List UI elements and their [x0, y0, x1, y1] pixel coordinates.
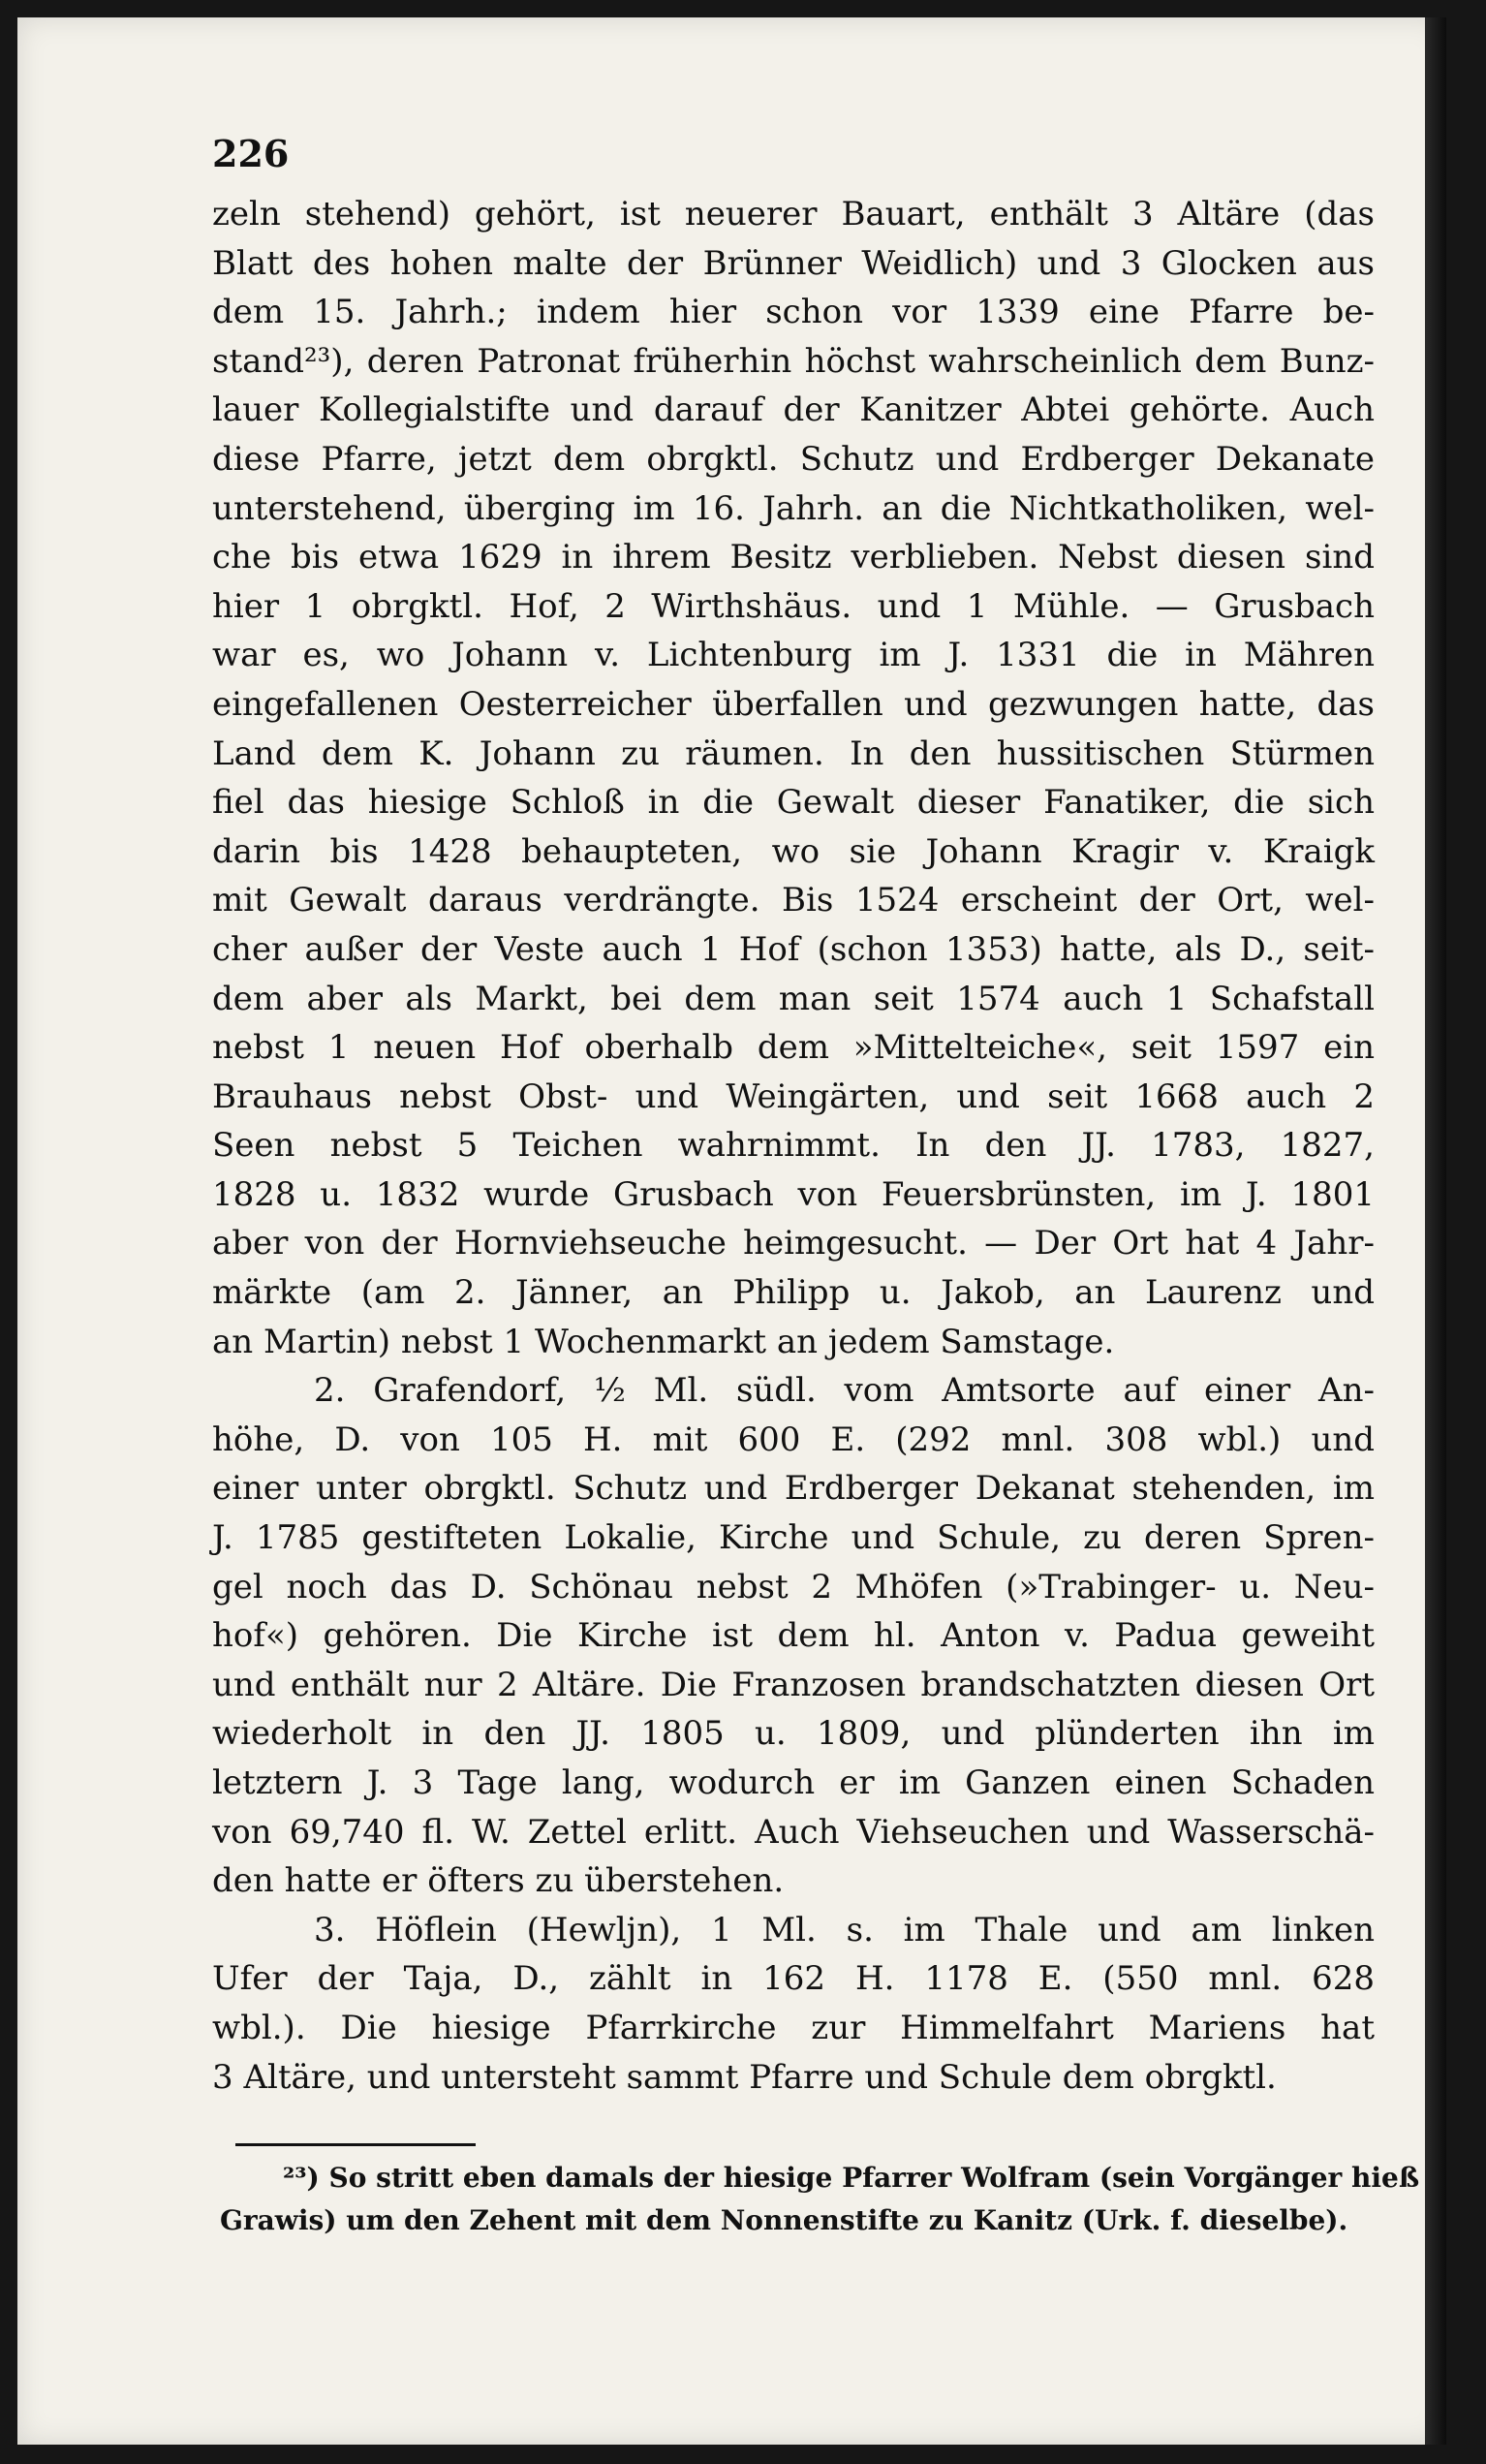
text-line: 2. Grafendorf, ½ Ml. südl. vom Amtsorte auf einer An- — [314, 1371, 1375, 1411]
text-line: an Martin) nebst 1 Wochenmarkt an jedem Samstage. — [212, 1322, 1115, 1361]
text-line: wbl.). Die hiesige Pfarrkirche zur Himmelfahrt Mariens hat — [212, 2008, 1375, 2047]
text-line: 3. Höflein (Hewljn), 1 Ml. s. im Thale und am linken — [314, 1910, 1375, 1949]
footnote-line: Grawis) um den Zehent mit dem Nonnenstifte zu Kanitz (Urk. f. dieselbe). — [220, 2204, 1348, 2236]
text-line: von 69,740 fl. W. Zettel erlitt. Auch Viehseuchen und Wasserschä- — [212, 1812, 1375, 1852]
footnote-rule — [235, 2143, 476, 2146]
text-line: aber von der Hornviehseuche heimgesucht. — Der Ort hat 4 Jahr- — [212, 1224, 1375, 1263]
text-line: 1828 u. 1832 wurde Grusbach von Feuersbrünsten, im J. 1801 — [212, 1174, 1375, 1214]
text-line: hof«) gehören. Die Kirche ist dem hl. Anton v. Padua geweiht — [212, 1616, 1375, 1656]
text-line: fiel das hiesige Schloß in die Gewalt dieser Fanatiker, die sich — [212, 783, 1375, 823]
text-line: den hatte er öfters zu überstehen. — [212, 1861, 785, 1901]
text-line: gel noch das D. Schönau nebst 2 Mhöfen (»Trabinger- u. Neu- — [212, 1567, 1375, 1606]
text-line: cher außer der Veste auch 1 Hof (schon 1353) hatte, als D., seit- — [212, 929, 1375, 969]
text-line: stand²³), deren Patronat früherhin höchst wahrscheinlich dem Bunz- — [212, 341, 1375, 381]
book-page — [17, 17, 1446, 2445]
page-edge-shadow — [1425, 17, 1446, 2445]
text-line: che bis etwa 1629 in ihrem Besitz verblieben. Nebst diesen sind — [212, 538, 1375, 577]
text-line: wiederholt in den JJ. 1805 u. 1809, und plünderten ihn im — [212, 1714, 1375, 1754]
text-line: war es, wo Johann v. Lichtenburg im J. 1331 die in Mähren — [212, 636, 1375, 675]
text-line: darin bis 1428 behaupteten, wo sie Johann Kragir v. Kraigk — [212, 831, 1375, 871]
text-line: zeln stehend) gehört, ist neuerer Bauart, enthält 3 Altäre (das — [212, 195, 1375, 234]
text-line: unterstehend, überging im 16. Jahrh. an die Nichtkatholiken, wel- — [212, 488, 1375, 528]
text-line: lauer Kollegialstifte und darauf der Kanitzer Abtei gehörte. Auch — [212, 390, 1375, 430]
text-line: dem 15. Jahrh.; indem hier schon vor 1339 eine Pfarre be- — [212, 293, 1375, 332]
text-line: höhe, D. von 105 H. mit 600 E. (292 mnl. 308 wbl.) und — [212, 1419, 1375, 1459]
text-line: eingefallenen Oesterreicher überfallen und gezwungen hatte, das — [212, 684, 1375, 724]
text-line: märkte (am 2. Jänner, an Philipp u. Jakob, an Laurenz und — [212, 1273, 1375, 1313]
text-line: Brauhaus nebst Obst- und Weingärten, und seit 1668 auch 2 — [212, 1076, 1375, 1116]
text-line: dem aber als Markt, bei dem man seit 1574 auch 1 Schafstall — [212, 979, 1375, 1018]
footnote — [220, 2157, 1420, 2242]
page-number: 226 — [212, 132, 290, 175]
text-line: nebst 1 neuen Hof oberhalb dem »Mittelteiche«, seit 1597 ein — [212, 1028, 1375, 1068]
text-line: mit Gewalt daraus verdrängte. Bis 1524 erscheint der Ort, wel- — [212, 881, 1375, 920]
text-line: diese Pfarre, jetzt dem obrgktl. Schutz und Erdberger Dekanate — [212, 439, 1375, 479]
text-line: letztern J. 3 Tage lang, wodurch er im Ganzen einen Schaden — [212, 1763, 1375, 1802]
text-line: Ufer der Taja, D., zählt in 162 H. 1178 E. (550 mnl. 628 — [212, 1959, 1375, 1999]
footnote-line: ²³) So stritt eben damals der hiesige Pfarrer Wolfram (sein Vorgänger hieß — [283, 2162, 1420, 2194]
text-line: Land dem K. Johann zu räumen. In den hussitischen Stürmen — [212, 733, 1375, 773]
text-line: hier 1 obrgktl. Hof, 2 Wirthshäus. und 1 Mühle. — Grusbach — [212, 586, 1375, 626]
text-line: einer unter obrgktl. Schutz und Erdberger Dekanat stehenden, im — [212, 1469, 1375, 1509]
text-line: Seen nebst 5 Teichen wahrnimmt. In den JJ. 1783, 1827, — [212, 1126, 1375, 1166]
text-line: 3 Altäre, und untersteht sammt Pfarre und Schule dem obrgktl. — [212, 2057, 1277, 2097]
text-line: und enthält nur 2 Altäre. Die Franzosen brandschatzten diesen Ort — [212, 1665, 1375, 1704]
text-line: J. 1785 gestifteten Lokalie, Kirche und Schule, zu deren Spren- — [212, 1518, 1375, 1558]
text-line: Blatt des hohen malte der Brünner Weidlich) und 3 Glocken aus — [212, 243, 1375, 283]
body-text — [212, 190, 1375, 2102]
